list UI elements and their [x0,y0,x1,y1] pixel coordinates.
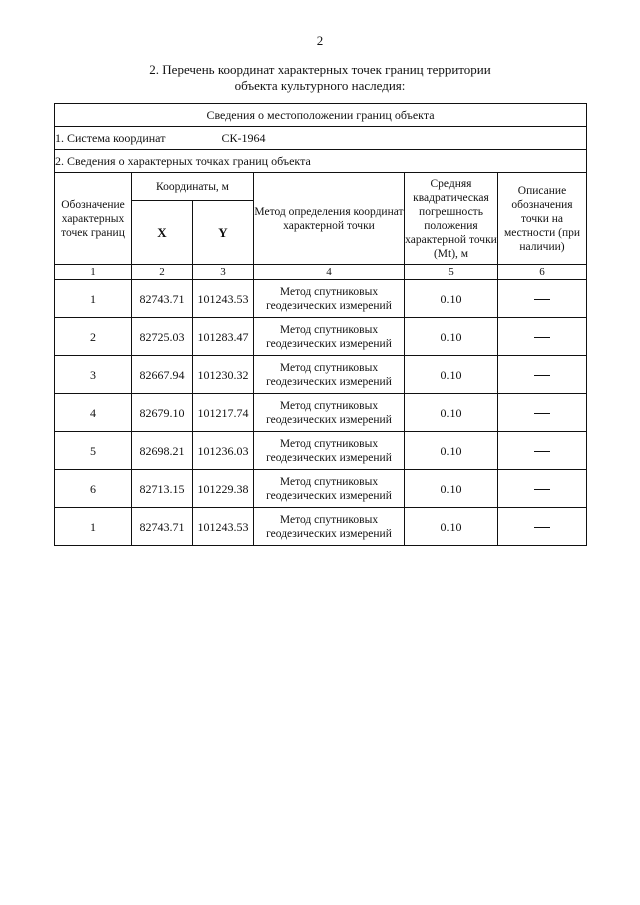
column-number: 5 [405,265,498,280]
dash-mark [534,299,550,300]
coord-system-row [55,127,587,150]
coord-system-cell [55,127,587,150]
table-row [55,432,587,470]
header-error: Средняя квадратическая погрешность положения характерной точки (Mt), м [405,173,498,265]
x-value: 82725.03 [132,318,193,356]
method-value: Метод спутниковых геодезических измерений [254,280,405,318]
column-number: 2 [132,265,193,280]
table-row [55,394,587,432]
description-value [498,318,587,356]
column-number: 1 [55,265,132,280]
point-id: 4 [55,394,132,432]
dash-mark [534,337,550,338]
header-x: X [132,201,193,265]
error-value: 0.10 [405,470,498,508]
column-number: 4 [254,265,405,280]
section-header-row [55,104,587,127]
header-coordinates: Координаты, м [132,173,254,201]
title-line-1: 2. Перечень координат характерных точек границ территории [149,62,491,77]
error-value: 0.10 [405,280,498,318]
header-row-1 [55,173,587,201]
point-id: 3 [55,356,132,394]
column-number: 3 [193,265,254,280]
description-value [498,394,587,432]
point-id: 5 [55,432,132,470]
method-value: Метод спутниковых геодезических измерений [254,394,405,432]
y-value: 101217.74 [193,394,254,432]
points-section-header: 2. Сведения о характерных точках границ объекта [55,150,587,173]
header-designation: Обозначение характерных точек границ [55,173,132,265]
dash-mark [534,451,550,452]
point-id: 1 [55,280,132,318]
description-value [498,356,587,394]
x-value: 82713.15 [132,470,193,508]
table-row [55,470,587,508]
table-row [55,356,587,394]
coordinates-table [54,103,587,546]
method-value: Метод спутниковых геодезических измерений [254,432,405,470]
y-value: 101243.53 [193,508,254,546]
description-value [498,508,587,546]
x-value: 82698.21 [132,432,193,470]
page-number: 2 [316,33,324,48]
x-value: 82679.10 [132,394,193,432]
document-title [100,62,540,94]
y-value: 101283.47 [193,318,254,356]
points-section-row [55,150,587,173]
x-value: 82743.71 [132,508,193,546]
error-value: 0.10 [405,318,498,356]
column-number: 6 [498,265,587,280]
dash-mark [534,527,550,528]
x-value: 82743.71 [132,280,193,318]
error-value: 0.10 [405,432,498,470]
coord-system-label: 1. Система координат [55,131,166,145]
dash-mark [534,489,550,490]
description-value [498,470,587,508]
title-line-2: объекта культурного наследия: [234,78,406,93]
point-id: 2 [55,318,132,356]
dash-mark [534,413,550,414]
error-value: 0.10 [405,356,498,394]
header-description: Описание обозначения точки на местности (при наличии) [498,173,587,265]
y-value: 101230.32 [193,356,254,394]
column-number-row [55,265,587,280]
header-y: Y [193,201,254,265]
method-value: Метод спутниковых геодезических измерений [254,318,405,356]
header-method: Метод определения координат характерной точки [254,173,405,265]
point-id: 1 [55,508,132,546]
table-row [55,508,587,546]
method-value: Метод спутниковых геодезических измерений [254,356,405,394]
y-value: 101229.38 [193,470,254,508]
error-value: 0.10 [405,508,498,546]
coord-system-value: СК-1964 [221,131,266,145]
x-value: 82667.94 [132,356,193,394]
error-value: 0.10 [405,394,498,432]
description-value [498,280,587,318]
section-header: Сведения о местоположении границ объекта [55,104,587,127]
dash-mark [534,375,550,376]
table-row [55,318,587,356]
point-id: 6 [55,470,132,508]
y-value: 101236.03 [193,432,254,470]
method-value: Метод спутниковых геодезических измерений [254,508,405,546]
method-value: Метод спутниковых геодезических измерений [254,470,405,508]
table-row [55,280,587,318]
description-value [498,432,587,470]
y-value: 101243.53 [193,280,254,318]
